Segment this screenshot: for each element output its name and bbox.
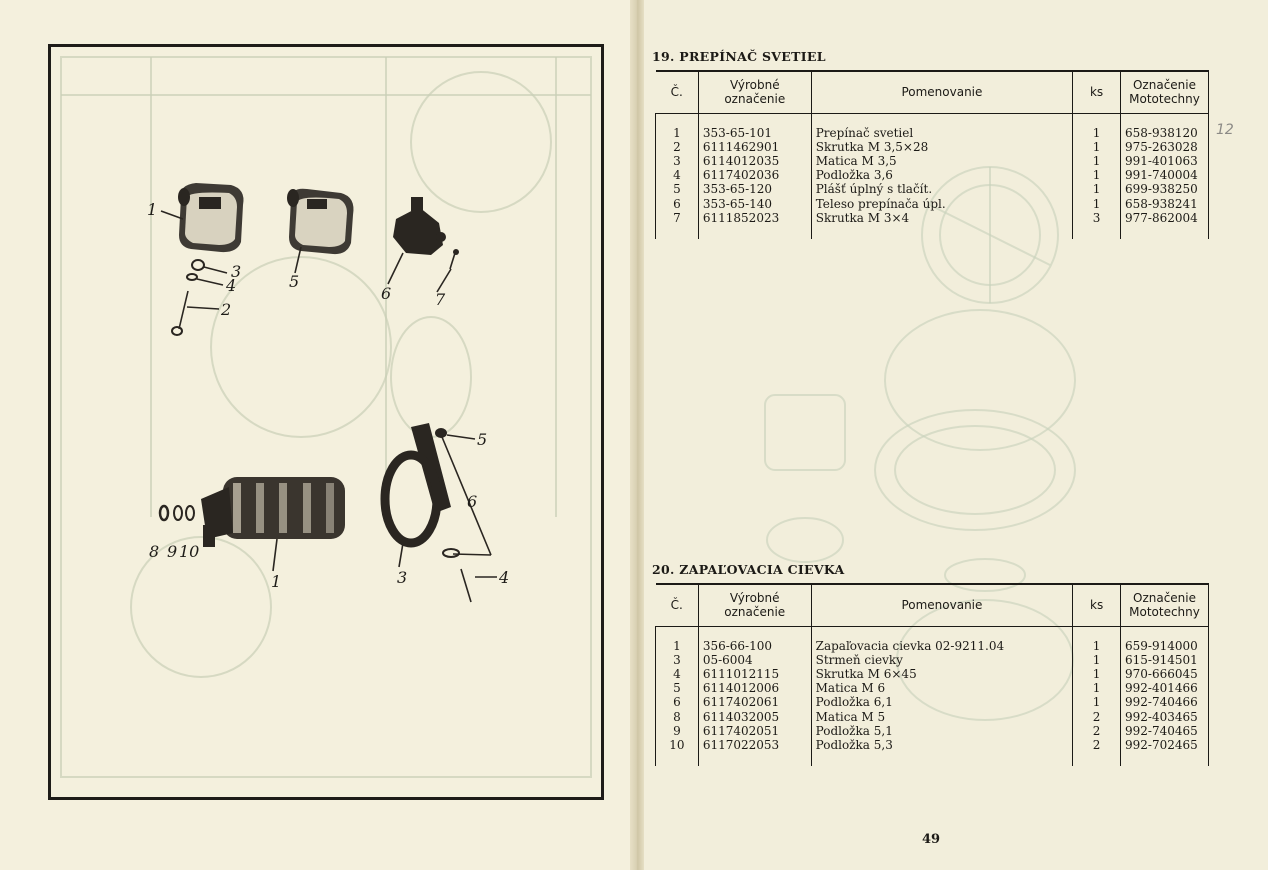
cell-code: 05-6004	[698, 653, 811, 667]
cell-mototechna: 992-702465	[1121, 738, 1209, 752]
cell-code: 6117022053	[698, 738, 811, 752]
fig-label-1: 1	[147, 200, 158, 219]
table-row	[656, 738, 1209, 752]
cell-mototechna: 659-914000	[1121, 639, 1209, 653]
fig-label-8: 8	[149, 542, 160, 561]
show-through-header	[400, 24, 404, 37]
cell-mototechna: 991-740004	[1121, 168, 1209, 182]
switch-housing-drawing	[178, 183, 244, 252]
cell-mototechna: 658-938120	[1121, 126, 1209, 140]
col-mototechna-header: Označenie Mototechny	[1121, 584, 1209, 626]
cell-name: Zapaľovacia cievka 02-9211.04	[811, 639, 1073, 653]
cell-mototechna: 975-263028	[1121, 140, 1209, 154]
table-row	[656, 667, 1209, 681]
cell-num: 3	[656, 154, 699, 168]
cell-qty: 1	[1073, 653, 1121, 667]
cell-name: Plášť úplný s tlačít.	[811, 182, 1072, 196]
cell-mototechna: 992-740466	[1121, 695, 1209, 709]
ignition-coil-drawing	[160, 477, 345, 547]
col-mototechna-header: Označenie Mototechny	[1121, 71, 1209, 113]
cell-qty: 2	[1073, 710, 1121, 724]
cell-qty: 1	[1073, 695, 1121, 709]
cell-code: 6111462901	[698, 140, 811, 154]
switch-cover-drawing	[287, 189, 354, 254]
cell-code: 356-66-100	[698, 639, 811, 653]
fig-label-5: 5	[289, 272, 300, 291]
cell-qty: 1	[1073, 154, 1121, 168]
cell-num: 1	[656, 639, 699, 653]
figure-show-through	[61, 57, 591, 777]
cell-mototechna: 970-666045	[1121, 667, 1209, 681]
cell-qty: 2	[1073, 724, 1121, 738]
cell-code: 6117402051	[698, 724, 811, 738]
cell-name: Skrutka M 3×4	[811, 211, 1072, 225]
switch-body-drawing	[393, 197, 446, 255]
col-qty-header: ks	[1073, 71, 1121, 113]
page-number: 49	[922, 832, 941, 847]
table-row	[656, 168, 1209, 182]
cell-num: 5	[656, 681, 699, 695]
section-20-table	[655, 583, 1209, 766]
section-19-table	[655, 70, 1209, 239]
cell-num: 5	[656, 182, 699, 196]
fig-label-6: 6	[381, 284, 392, 303]
cell-code: 6114012035	[698, 154, 811, 168]
cell-qty: 3	[1073, 211, 1121, 225]
fig-label-7: 7	[435, 290, 446, 309]
table-row	[656, 154, 1209, 168]
table-row	[656, 639, 1209, 653]
cell-name: Matica M 5	[811, 710, 1073, 724]
fig-label-4b: 4	[499, 568, 510, 587]
cell-code: 6111012115	[698, 667, 811, 681]
cell-qty: 1	[1073, 182, 1121, 196]
cell-name: Prepínač svetiel	[811, 126, 1072, 140]
col-num-header: Č.	[656, 584, 699, 626]
cell-code: 353-65-101	[698, 126, 811, 140]
fig-label-3b: 3	[397, 568, 408, 587]
cell-name: Matica M 3,5	[811, 154, 1072, 168]
col-num-header: Č.	[656, 71, 699, 113]
cell-mototechna: 992-403465	[1121, 710, 1209, 724]
cell-num: 1	[656, 126, 699, 140]
cell-num: 10	[656, 738, 699, 752]
parts-figure	[48, 44, 604, 800]
cell-name: Podložka 5,1	[811, 724, 1073, 738]
section-20-title: 20. ZAPAĽOVACIA CIEVKA	[652, 562, 845, 577]
cell-code: 6111852023	[698, 211, 811, 225]
cell-mototechna: 658-938241	[1121, 197, 1209, 211]
cell-code: 6117402061	[698, 695, 811, 709]
fig-label-5b: 5	[477, 430, 488, 449]
cell-mototechna: 992-740465	[1121, 724, 1209, 738]
cell-qty: 1	[1073, 168, 1121, 182]
cell-name: Matica M 6	[811, 681, 1073, 695]
table-row	[656, 695, 1209, 709]
small-screw-drawing	[450, 249, 459, 269]
table-row	[656, 710, 1209, 724]
cell-name: Podložka 5,3	[811, 738, 1073, 752]
cell-name: Podložka 3,6	[811, 168, 1072, 182]
cell-qty: 1	[1073, 197, 1121, 211]
table-row	[656, 653, 1209, 667]
col-qty-header: ks	[1073, 584, 1121, 626]
cell-num: 6	[656, 695, 699, 709]
cell-num: 4	[656, 667, 699, 681]
table-row	[656, 724, 1209, 738]
table-row	[656, 681, 1209, 695]
cell-qty: 1	[1073, 667, 1121, 681]
cell-qty: 2	[1073, 738, 1121, 752]
cell-num: 6	[656, 197, 699, 211]
cell-code: 6117402036	[698, 168, 811, 182]
cell-qty: 1	[1073, 140, 1121, 154]
cell-mototechna: 991-401063	[1121, 154, 1209, 168]
margin-note: 12	[1216, 122, 1234, 138]
cell-name: Podložka 6,1	[811, 695, 1073, 709]
col-name-header: Pomenovanie	[811, 584, 1073, 626]
table-row	[656, 197, 1209, 211]
table-row	[656, 211, 1209, 225]
fig-label-9: 9	[167, 542, 178, 561]
cell-num: 9	[656, 724, 699, 738]
table-header-row	[656, 584, 1209, 626]
cell-name: Strmeň cievky	[811, 653, 1073, 667]
fig-label-4: 4	[226, 276, 237, 295]
fig-label-6b: 6	[467, 492, 478, 511]
cell-name: Skrutka M 3,5×28	[811, 140, 1072, 154]
cell-code: 6114032005	[698, 710, 811, 724]
cell-num: 7	[656, 211, 699, 225]
cell-qty: 1	[1073, 681, 1121, 695]
cell-code: 6114012006	[698, 681, 811, 695]
cell-mototechna: 699-938250	[1121, 182, 1209, 196]
cell-name: Teleso prepínača úpl.	[811, 197, 1072, 211]
cell-mototechna: 992-401466	[1121, 681, 1209, 695]
cell-num: 3	[656, 653, 699, 667]
col-code-header: Výrobné označenie	[698, 584, 811, 626]
table-row	[656, 126, 1209, 140]
cell-num: 8	[656, 710, 699, 724]
table-header-row	[656, 71, 1209, 113]
cell-name: Skrutka M 6×45	[811, 667, 1073, 681]
cell-code: 353-65-140	[698, 197, 811, 211]
fig-label-10: 10	[179, 542, 200, 561]
cell-mototechna: 977-862004	[1121, 211, 1209, 225]
fasteners-drawing	[172, 260, 204, 335]
cell-qty: 1	[1073, 639, 1121, 653]
fig-label-2: 2	[221, 300, 232, 319]
cell-num: 2	[656, 140, 699, 154]
col-name-header: Pomenovanie	[811, 71, 1072, 113]
fig-label-3: 3	[231, 262, 242, 281]
exploded-view-drawing	[51, 47, 601, 797]
table-row	[656, 140, 1209, 154]
table-row	[656, 182, 1209, 196]
cell-code: 353-65-120	[698, 182, 811, 196]
cell-num: 4	[656, 168, 699, 182]
col-code-header: Výrobné označenie	[698, 71, 811, 113]
cell-mototechna: 615-914501	[1121, 653, 1209, 667]
cell-qty: 1	[1073, 126, 1121, 140]
section-19-title: 19. PREPÍNAČ SVETIEL	[652, 49, 826, 64]
fig-label-1b: 1	[271, 572, 282, 591]
